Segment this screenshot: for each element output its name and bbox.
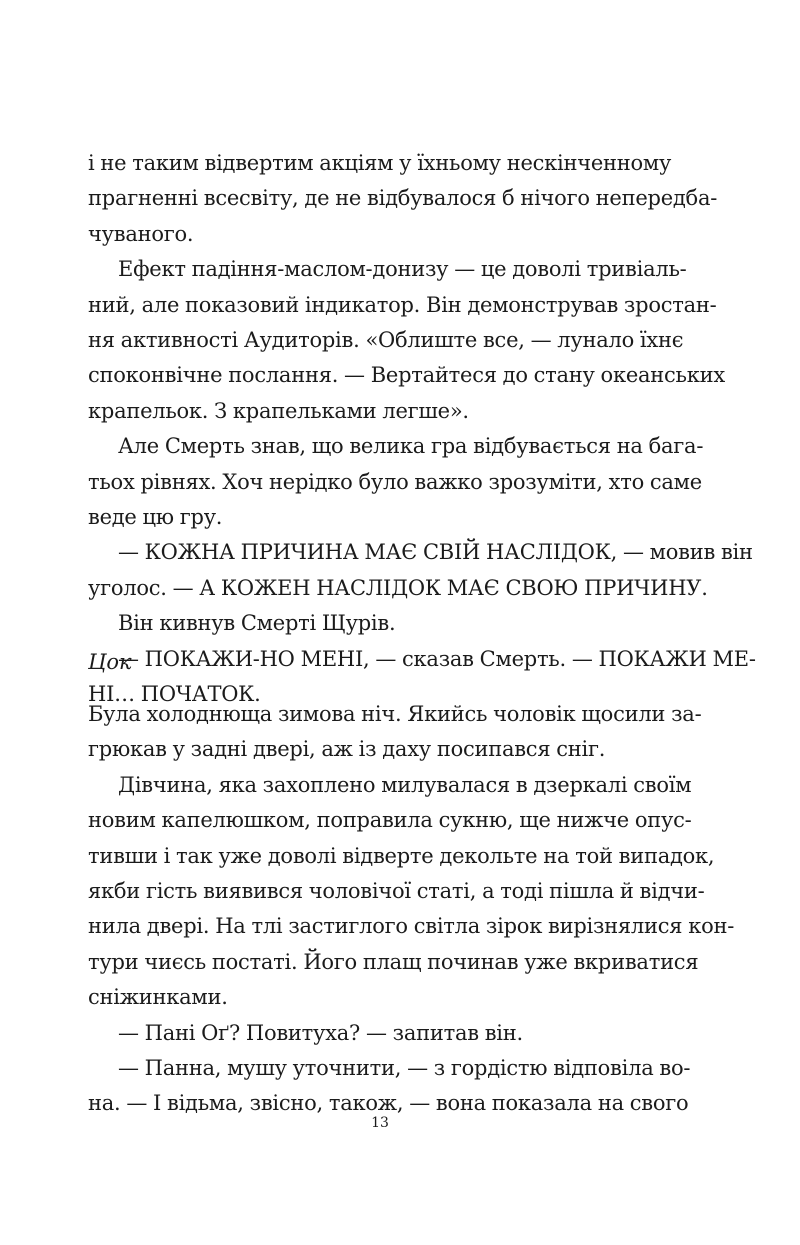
text-line: ня активності Аудиторів. «Облиште все, — лунало їхнє	[88, 328, 684, 353]
text-line: тьох рівнях. Хоч нерідко було важко зрозуміти, хто саме	[88, 469, 702, 494]
section-heading: Цок	[88, 650, 132, 674]
text-line: грюкав у задні двері, аж із даху посипався сніг.	[88, 737, 606, 762]
text-line: новим капелюшком, поправила сукню, ще нижче опус-	[88, 808, 692, 833]
text-line: Він кивнув Смерті Щурів.	[118, 611, 396, 636]
text-line: НІ… ПОЧАТОК.	[88, 682, 261, 707]
text-line: Ефект падіння-маслом-донизу — це доволі тривіаль-	[118, 257, 687, 282]
text-line: чуваного.	[88, 221, 194, 246]
text-line: якби гість виявився чоловічої статі, а тоді пішла й відчи-	[88, 879, 705, 904]
text-line: тивши і так уже доволі відверте декольте на той випадок,	[88, 843, 715, 868]
text-line: уголос. — А КОЖЕН НАСЛІДОК МАЄ СВОЮ ПРИЧИНУ.	[88, 575, 708, 600]
text-line: споконвічне послання. — Вертайтеся до стану океанських	[88, 363, 725, 388]
text-line: сніжинками.	[88, 985, 228, 1010]
text-line: і не таким відвертим акціям у їхньому нескінченному	[88, 151, 672, 175]
text-line: — Панна, мушу уточнити, — з гордістю відповіла во-	[118, 1056, 691, 1081]
text-line: крапельок. З крапельками легше».	[88, 398, 469, 423]
text-line: Але Смерть знав, що велика гра відбувається на бага-	[118, 434, 704, 459]
body-text-bottom	[88, 697, 735, 1122]
text-line: Була холоднюща зимова ніч. Якийсь чоловік щосили за-	[88, 702, 702, 726]
text-line: на. — І відьма, звісно, також, — вона показала на свого	[88, 1091, 689, 1116]
body-text-top	[88, 146, 756, 713]
text-line: нила двері. На тлі застиглого світла зірок вирізнялися кон-	[88, 914, 735, 939]
text-line: — ПОКАЖИ-НО МЕНІ, — сказав Смерть. — ПОКАЖИ МЕ-	[118, 646, 756, 671]
text-line: ний, але показовий індикатор. Він демонстрував зростан-	[88, 292, 717, 317]
text-line: — КОЖНА ПРИЧИНА МАЄ СВІЙ НАСЛІДОК, — мовив він	[118, 540, 753, 565]
text-line: Дівчина, яка захоплено милувалася в дзеркалі своїм	[118, 772, 692, 797]
text-line: веде цю гру.	[88, 505, 223, 530]
text-line: — Пані Оґ? Повитуха? — запитав він.	[118, 1020, 523, 1045]
text-line: прагненні всесвіту, де не відбувалося б нічого непередба-	[88, 186, 718, 211]
page-number: 13	[371, 1115, 389, 1131]
text-line: тури чиєсь постаті. Його плащ починав уже вкриватися	[88, 949, 699, 974]
